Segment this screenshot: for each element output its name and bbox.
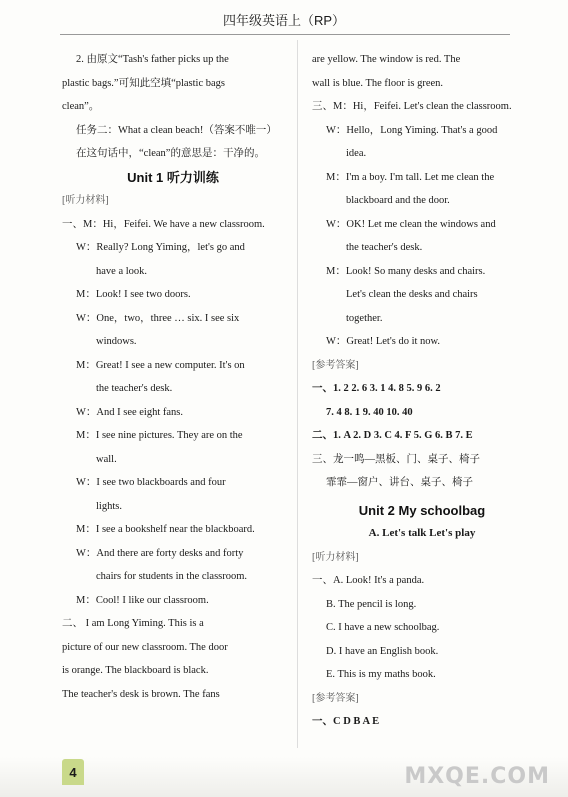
right-column — [312, 48, 532, 734]
text-line: are yellow. The window is red. The — [312, 54, 461, 65]
text-line: W：And I see eight fans. — [76, 406, 184, 418]
text-line: D. I have an English book. — [326, 645, 439, 657]
text-line: have a look. — [96, 265, 148, 277]
text-line: 三、M：Hi，Feifei. Let's clean the classroom. — [312, 101, 512, 112]
text-line: blackboard and the door. — [346, 195, 450, 206]
text-line: M：Great! I see a new computer. It's on — [76, 359, 245, 371]
text-line: together. — [346, 312, 383, 324]
text-line: 一、M：Hi，Feifei. We have a new classroom. — [62, 218, 265, 230]
text-line: E. This is my maths book. — [326, 669, 436, 680]
text-line: picture of our new classroom. The door — [62, 641, 228, 653]
text-line: The teacher's desk is brown. The fans — [62, 688, 220, 700]
text-line: W：Great! Let's do it now. — [326, 336, 441, 347]
section-tag: [参考答案] — [312, 359, 359, 371]
text-line: W：One，two，three … six. I see six — [76, 312, 240, 324]
section-tag: [听力材料] — [62, 195, 109, 206]
text-line: idea. — [346, 148, 367, 159]
answer-line: 一、C D B A E — [312, 716, 380, 727]
text-line: C. I have a new schoolbag. — [326, 622, 440, 633]
section-tag: [参考答案] — [312, 692, 359, 704]
text-line: chairs for students in the classroom. — [96, 571, 248, 582]
left-column — [62, 48, 284, 706]
text-line: windows. — [96, 336, 137, 347]
text-line: W：I see two blackboards and four — [76, 477, 226, 488]
text-line: wall is blue. The floor is green. — [312, 77, 444, 89]
text-line: 任务二：What a clean beach!（答案不唯一） — [76, 124, 277, 136]
text-line: W：Really? Long Yiming，let's go and — [76, 242, 245, 253]
text-line: M：Cool! I like our classroom. — [76, 594, 209, 606]
text-line: W：OK! Let me clean the windows and — [326, 218, 496, 230]
text-line: M：I see a bookshelf near the blackboard. — [76, 524, 255, 535]
text-line: W：Hello，Long Yiming. That's a good — [326, 124, 498, 136]
text-line: the teacher's desk. — [96, 383, 173, 394]
answer-line: 三、龙一鸣—黑板、门、桌子、椅子 — [312, 453, 480, 465]
text-line: W：And there are forty desks and forty — [76, 547, 244, 559]
text-line: plastic bags.”可知此空填“plastic bags — [62, 77, 226, 89]
answer-line: 7. 4 8. 1 9. 40 10. 40 — [326, 406, 413, 418]
text-line: 2. 由原文“Tash's father picks up the — [76, 54, 229, 65]
subsection-title: A. Let's talk Let's play — [368, 527, 476, 539]
text-line: M：I'm a boy. I'm tall. Let me clean the — [326, 171, 495, 183]
text-line: 在这句话中，“clean”的意思是：干净的。 — [76, 148, 265, 159]
column-divider — [297, 40, 298, 748]
header-rule — [60, 34, 510, 35]
text-line: is orange. The blackboard is black. — [62, 665, 209, 676]
text-line: M：I see nine pictures. They are on the — [76, 430, 243, 441]
unit-title: Unit 2 My schoolbag — [358, 502, 486, 518]
answer-line: 一、1. 2 2. 6 3. 1 4. 8 5. 9 6. 2 — [312, 383, 441, 394]
answer-line: 二、1. A 2. D 3. C 4. F 5. G 6. B 7. E — [312, 430, 473, 441]
page-header: 四年级英语上（RP） — [222, 13, 346, 28]
text-line: B. The pencil is long. — [326, 598, 417, 610]
text-line: Let's clean the desks and chairs — [346, 289, 478, 300]
text-line: 一、A. Look! It's a panda. — [312, 575, 425, 586]
text-line: M：Look! I see two doors. — [76, 289, 191, 300]
section-tag: [听力材料] — [312, 551, 359, 563]
text-line: M：Look! So many desks and chairs. — [326, 265, 486, 277]
answer-line: 霏霏—窗户、讲台、桌子、椅子 — [326, 477, 473, 488]
text-line: lights. — [96, 500, 122, 512]
text-line: clean”。 — [62, 101, 100, 112]
text-line: wall. — [96, 453, 117, 465]
text-line: the teacher's desk. — [346, 242, 423, 253]
page-number: 4 — [62, 759, 84, 785]
text-line: 二、 I am Long Yiming. This is a — [62, 618, 204, 629]
unit-title: Unit 1 听力训练 — [127, 169, 219, 185]
watermark-text: MXQE.COM — [404, 764, 550, 789]
